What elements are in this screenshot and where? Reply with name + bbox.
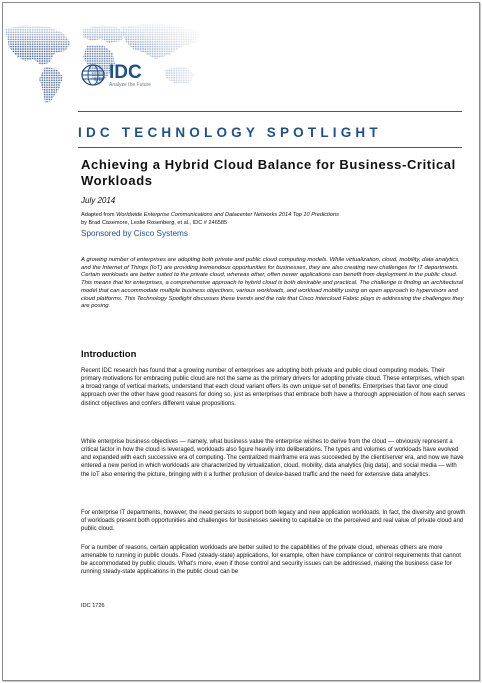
world-dots-icon <box>5 19 213 103</box>
document-title: Achieving a Hybrid Cloud Balance for Business-Critical Workloads <box>81 157 456 188</box>
header-rule-top <box>78 111 462 112</box>
logo-tagline: Analyze the Future <box>109 82 151 88</box>
body-paragraph: For enterprise IT departments, however, the need persists to support both legacy and new application workloads. In fact, the diversity and growth of workloads present both opportunities and challenges for businesses seeking to capitalize on the perceived and real value of private cloud and public cloud. <box>81 510 466 533</box>
adapted-source: Worldwide Enterprise Communications and Datacenter Networks 2014 Top 10 Predictions <box>116 212 339 218</box>
abstract-paragraph: A growing number of enterprises are adopting both private and public cloud computing models. While virtualization, cloud, mobility, data analytics, and the Internet of Things (IoT) are providing tremendous opportunities for businesses, they are also creating new challenges for IT departments. Certain workloads are better suited to the private cloud, whereas other, often newer applications can benefit from deployment in the public cloud. This means that for enterprises, a comprehensive approach to hybrid cloud is both desirable and practical. The challenge is finding an architectural model that can accommodate multiple business objectives, various workloads, and workload mobility using an open approach to hypervisors and cloud platforms. This Technology Spotlight discusses these trends and the role that Cisco Intercloud Fabric plays in addressing the challenges they are posing. <box>81 257 464 310</box>
publication-date: July 2014 <box>81 196 116 205</box>
body-paragraph: For a number of reasons, certain application workloads are better suited to the capabilities of the private cloud, whereas others are more amenable to running in public clouds. Fixed (steady-state) applications, for example, often have compliance or control requirements that cannot be accommodated by public clouds. What's more, even if those control and security issues can be addressed, making the business case for running steady-state applications in the public cloud can be <box>81 545 461 576</box>
header-rule-bottom <box>78 147 462 148</box>
spotlight-heading: IDC TECHNOLOGY SPOTLIGHT <box>78 125 382 140</box>
adapted-authors: by Brad Casemore, Leslie Rosenberg, et al., IDC # 246585 <box>81 220 228 226</box>
adapted-from-note <box>81 211 461 227</box>
document-page <box>2 2 480 681</box>
idc-globe-icon <box>81 63 107 87</box>
body-paragraph: While enterprise business objectives — namely, what business value the enterprise wishes to derive from the cloud — obviously represent a critical factor in how the cloud is leveraged, workloads also figure heavily into deliberations. The types and volumes of workloads have evolved and expanded with each successive era of computing. The centralized mainframe era was succeeded by the client/server era, and now we have entered a new period in which workloads are characterized by virtualization, cloud, mobility, data analytics (big data), and social media — with the IoT also entering the picture, bringing with it a further profusion of device-based traffic and the need for extensive data analytics. <box>81 439 464 478</box>
adapted-prefix: Adapted from <box>81 212 117 218</box>
body-paragraph: Recent IDC research has found that a growing number of enterprises are adopting both private and public cloud computing models. Their primary motivations for embracing public cloud are not the same as the primary drivers for adopting private cloud. These enterprises, which span a broad range of vertical markets, understand that each cloud variant offers its own unique set of benefits. Enterprises that favor one cloud approach over the other have good reasons for doing so, just as enterprises that embrace both have a thorough appreciation of how each serves distinct objectives and confers different value propositions. <box>81 368 466 407</box>
page-footer: IDC 1726 <box>81 603 105 609</box>
world-map-graphic <box>5 19 213 103</box>
introduction-heading: Introduction <box>81 349 137 360</box>
sponsor-line: Sponsored by Cisco Systems <box>81 229 188 238</box>
logo-wordmark: IDC <box>109 62 142 83</box>
